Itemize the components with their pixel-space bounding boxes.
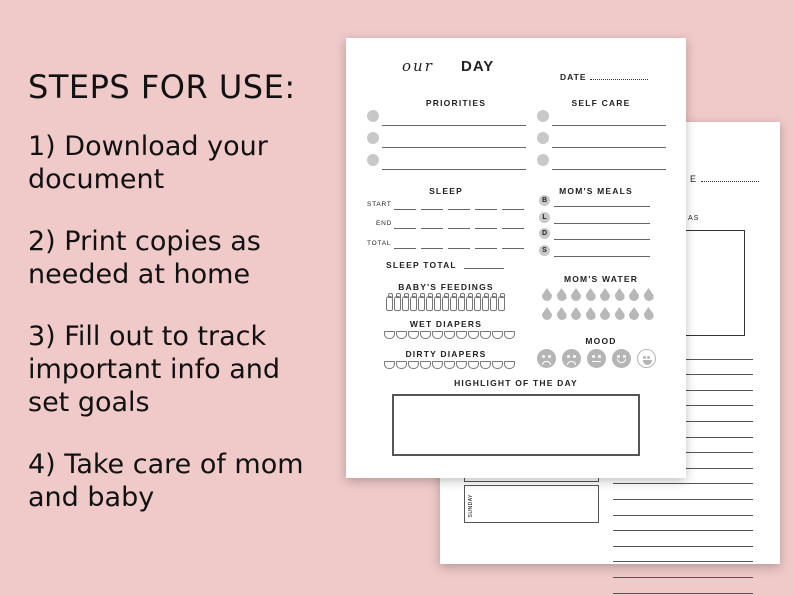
sunday-box (464, 485, 599, 523)
neutral-face-icon (587, 349, 606, 368)
bottle-icon (498, 296, 505, 311)
sleep-total-line (394, 248, 524, 249)
daily-planner-sheet (346, 38, 686, 478)
water-drop-icon (629, 307, 639, 320)
diaper-icon (468, 361, 479, 369)
meal-s-badge: S (539, 245, 550, 256)
diaper-icon (492, 361, 503, 369)
water-drop-icon (542, 307, 552, 320)
meal-d-badge: D (539, 228, 550, 239)
diaper-icon (432, 361, 443, 369)
meal-b-badge: B (539, 195, 550, 206)
water-drop-icon (615, 307, 625, 320)
self-care-heading: SELF CARE (571, 98, 631, 108)
self-care-line (552, 169, 666, 170)
step-item: 3) Fill out to track important info and set goals (28, 321, 280, 418)
priority-line (382, 147, 526, 148)
diaper-icon (456, 361, 467, 369)
bottle-icon (434, 296, 441, 311)
wet-diapers-heading: WET DIAPERS (409, 319, 483, 329)
water-drop-icon (600, 288, 610, 301)
diaper-icon (408, 361, 419, 369)
meal-line (554, 206, 650, 207)
diaper-icon (420, 331, 431, 339)
bottle-icon (458, 296, 465, 311)
wet-diapers-row (384, 331, 515, 339)
feedings-heading: BABY'S FEEDINGS (398, 282, 494, 292)
priority-bullet (367, 132, 379, 144)
sleep-heading: SLEEP (429, 186, 463, 196)
diaper-icon (456, 331, 467, 339)
meal-line (554, 223, 650, 224)
diaper-icon (504, 361, 515, 369)
diaper-icon (480, 331, 491, 339)
angry-face-icon (537, 349, 556, 368)
title-day: DAY (461, 58, 495, 75)
bottle-icon (482, 296, 489, 311)
title-script: our (402, 57, 434, 75)
sunday-label: SUNDAY (468, 494, 474, 518)
self-care-line (552, 147, 666, 148)
water-heading: MOM'S WATER (563, 274, 639, 284)
diaper-icon (396, 361, 407, 369)
highlight-box (392, 394, 640, 456)
priority-bullet (367, 154, 379, 166)
water-row (542, 288, 654, 301)
moms-meals-heading: MOM'S MEALS (559, 186, 633, 196)
water-drop-icon (644, 288, 654, 301)
diaper-icon (468, 331, 479, 339)
diaper-icon (420, 361, 431, 369)
bottle-icon (474, 296, 481, 311)
back-date (690, 174, 759, 184)
bottle-icon (410, 296, 417, 311)
priorities-heading: PRIORITIES (425, 98, 487, 108)
step-item: 4) Take care of mom and baby (28, 449, 304, 513)
diaper-icon (396, 331, 407, 339)
bottle-icon (402, 296, 409, 311)
meal-l-badge: L (539, 212, 550, 223)
sleep-start-line (394, 209, 524, 210)
meal-line (554, 239, 650, 240)
diaper-icon (432, 331, 443, 339)
priority-bullet (367, 110, 379, 122)
bottle-icon (418, 296, 425, 311)
water-drop-icon (586, 307, 596, 320)
sleep-total-heading: SLEEP TOTAL (386, 260, 457, 270)
water-drop-icon (600, 307, 610, 320)
dirty-diapers-row (384, 361, 515, 369)
diaper-icon (384, 331, 395, 339)
self-care-bullet (537, 110, 549, 122)
sleep-end-line (394, 228, 524, 229)
smile-face-icon (612, 349, 631, 368)
self-care-bullet (537, 132, 549, 144)
self-care-bullet (537, 154, 549, 166)
back-date-fragment: E (690, 174, 698, 184)
step-item: 2) Print copies as needed at home (28, 226, 261, 290)
bottle-icon (466, 296, 473, 311)
mood-heading: MOOD (585, 336, 617, 346)
sleep-end-label: END (376, 220, 393, 227)
steps-title: STEPS FOR USE: (28, 68, 296, 106)
bottle-icon (490, 296, 497, 311)
sleep-total-line (464, 268, 504, 269)
water-drop-icon (615, 288, 625, 301)
priority-line (382, 169, 526, 170)
water-drop-icon (586, 288, 596, 301)
bottle-icon (426, 296, 433, 311)
diaper-icon (480, 361, 491, 369)
feedings-row (386, 296, 505, 311)
diaper-icon (408, 331, 419, 339)
highlight-heading: HIGHLIGHT OF THE DAY (454, 378, 578, 388)
sleep-total-label: TOTAL (367, 240, 392, 247)
steps-panel (28, 68, 328, 543)
sad-face-icon (562, 349, 581, 368)
bottle-icon (386, 296, 393, 311)
back-heading: AS (688, 215, 700, 222)
self-care-line (552, 125, 666, 126)
grin-face-icon (637, 349, 656, 368)
water-drop-icon (542, 288, 552, 301)
dirty-diapers-heading: DIRTY DIAPERS (405, 349, 487, 359)
water-drop-icon (571, 307, 581, 320)
water-drop-icon (557, 288, 567, 301)
meal-line (554, 256, 650, 257)
step-item: 1) Download your document (28, 131, 268, 195)
water-drop-icon (557, 307, 567, 320)
water-drop-icon (644, 307, 654, 320)
water-row (542, 307, 654, 320)
bottle-icon (450, 296, 457, 311)
date-field (560, 72, 648, 82)
mood-row (537, 349, 656, 368)
diaper-icon (444, 331, 455, 339)
bottle-icon (394, 296, 401, 311)
diaper-icon (384, 361, 395, 369)
diaper-icon (444, 361, 455, 369)
priority-line (382, 125, 526, 126)
water-drop-icon (571, 288, 581, 301)
sleep-start-label: START (367, 201, 392, 208)
diaper-icon (504, 331, 515, 339)
water-drop-icon (629, 288, 639, 301)
bottle-icon (442, 296, 449, 311)
date-label: DATE (560, 72, 587, 82)
diaper-icon (492, 331, 503, 339)
